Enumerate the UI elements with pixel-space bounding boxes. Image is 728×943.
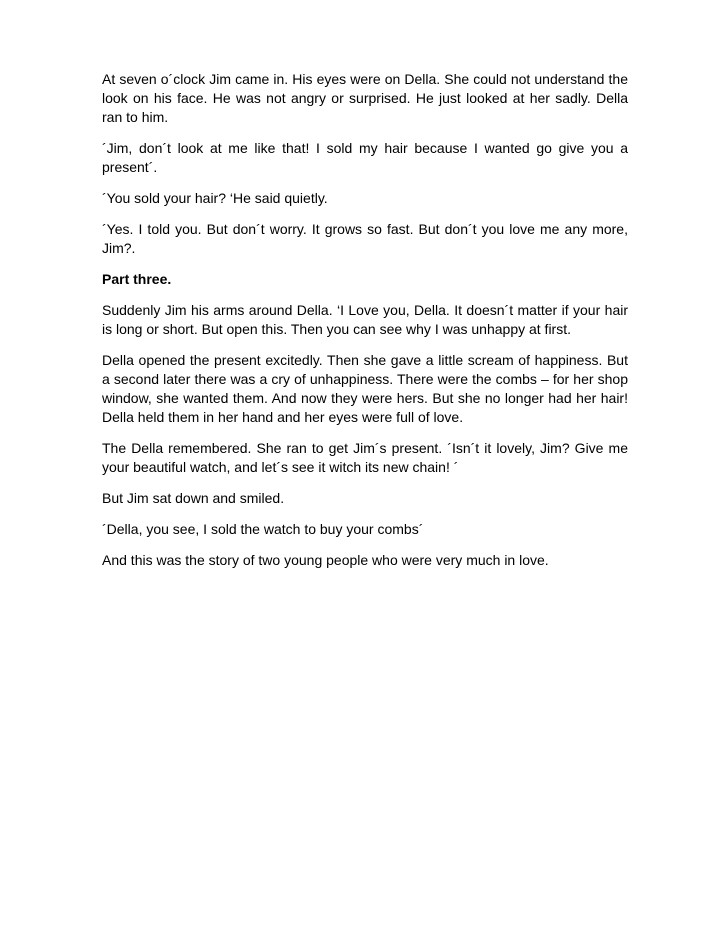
paragraph-della-remembers: The Della remembered. She ran to get Jim´s present. ´Isn´t it lovely, Jim? Give me your beautiful watch, and let´s see it witch its new chain! ´	[102, 440, 628, 475]
document-page	[102, 70, 628, 582]
paragraph-della-reassures: ´Yes. I told you. But don´t worry. It grows so fast. But don´t you love me any more, Jim?.	[102, 221, 628, 256]
paragraph-della-speaks: ´Jim, don´t look at me like that! I sold my hair because I wanted go give you a present´.	[102, 140, 628, 175]
paragraph-conclusion: And this was the story of two young people who were very much in love.	[102, 552, 549, 568]
paragraph-jim-embraces: Suddenly Jim his arms around Della. ‘I Love you, Della. It doesn´t matter if your hair is long or short. But open this. Then you can see why I was unhappy at first.	[102, 302, 628, 337]
paragraph-jim-smiles: But Jim sat down and smiled.	[102, 490, 285, 506]
section-heading: Part three.	[102, 271, 172, 287]
paragraph-della-opens-present: Della opened the present excitedly. Then she gave a little scream of happiness. But a second later there was a cry of unhappiness. There were the combs – for her shop window, she wanted them. And now they were hers. But she no longer had her hair! Della held them in her hand and her eyes were full of love.	[102, 352, 628, 425]
paragraph-jim-asks: ´You sold your hair? ‘He said quietly.	[102, 190, 328, 206]
paragraph-jim-reveals: ´Della, you see, I sold the watch to buy your combs´	[102, 521, 424, 537]
paragraph-jim-came-in: At seven o´clock Jim came in. His eyes were on Della. She could not understand the look on his face. He was not angry or surprised. He just looked at her sadly. Della ran to him.	[102, 71, 628, 125]
